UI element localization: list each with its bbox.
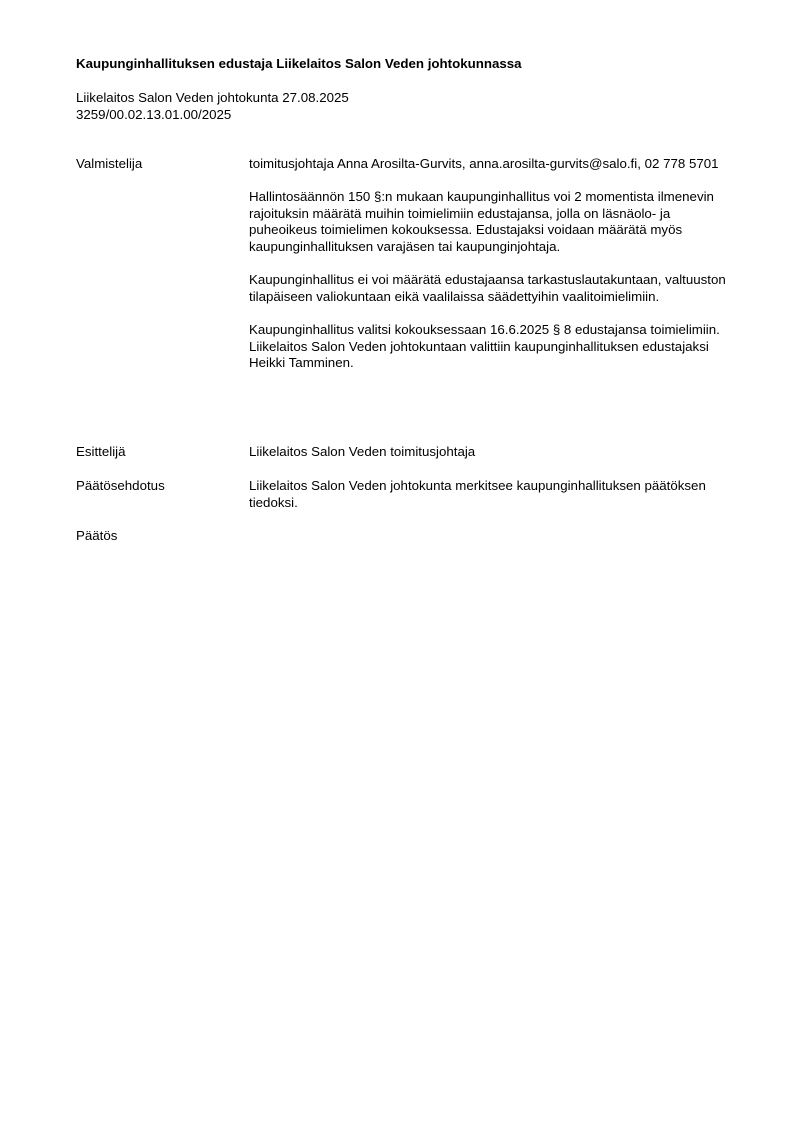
paragraph: Kaupunginhallitus ei voi määrätä edustajaansa tarkastuslautakuntaan, valtuuston tilapäiseen valiokuntaan eikä vaalilaissa säädettyihin vaalitoimielimiin.	[249, 272, 726, 304]
record-id: 3259/00.02.13.01.00/2025	[76, 106, 232, 122]
document-title: Kaupunginhallituksen edustaja Liikelaitos Salon Veden johtokunnassa	[76, 56, 522, 71]
section-label: Esittelijä	[76, 444, 126, 459]
section-label: Päätösehdotus	[76, 478, 165, 493]
meeting-line: Liikelaitos Salon Veden johtokunta 27.08.2025	[76, 90, 349, 105]
section-content: Liikelaitos Salon Veden toimitusjohtaja	[249, 444, 476, 459]
paragraph: Hallintosäännön 150 §:n mukaan kaupunginhallitus voi 2 momentista ilmenevin rajoituksin määrätä muihin toimielimiin edustajansa, jolla on läsnäolo- ja puheoikeus toimielimen kokouksessa. Edustajaksi voidaan määrätä myös kaupunginhallituksen varajäsen tai kaupunginjohtaja.	[249, 189, 714, 254]
paragraph: Kaupunginhallitus valitsi kokouksessaan 16.6.2025 § 8 edustajansa toimielimiin. Liikelaitos Salon Veden johtokuntaan valittiin kaupunginhallituksen edustajaksi Heikki Tamminen.	[249, 321, 720, 371]
section-content: Liikelaitos Salon Veden johtokunta merkitsee kaupunginhallituksen päätöksen tiedoksi.	[249, 478, 706, 510]
section-label: Valmistelija	[76, 156, 143, 171]
preparer-contact: toimitusjohtaja Anna Arosilta-Gurvits, anna.arosilta-gurvits@salo.fi, 02 778 5701	[249, 156, 719, 171]
section-content	[249, 156, 736, 372]
document-meta	[76, 90, 349, 123]
section-label: Päätös	[76, 528, 118, 543]
